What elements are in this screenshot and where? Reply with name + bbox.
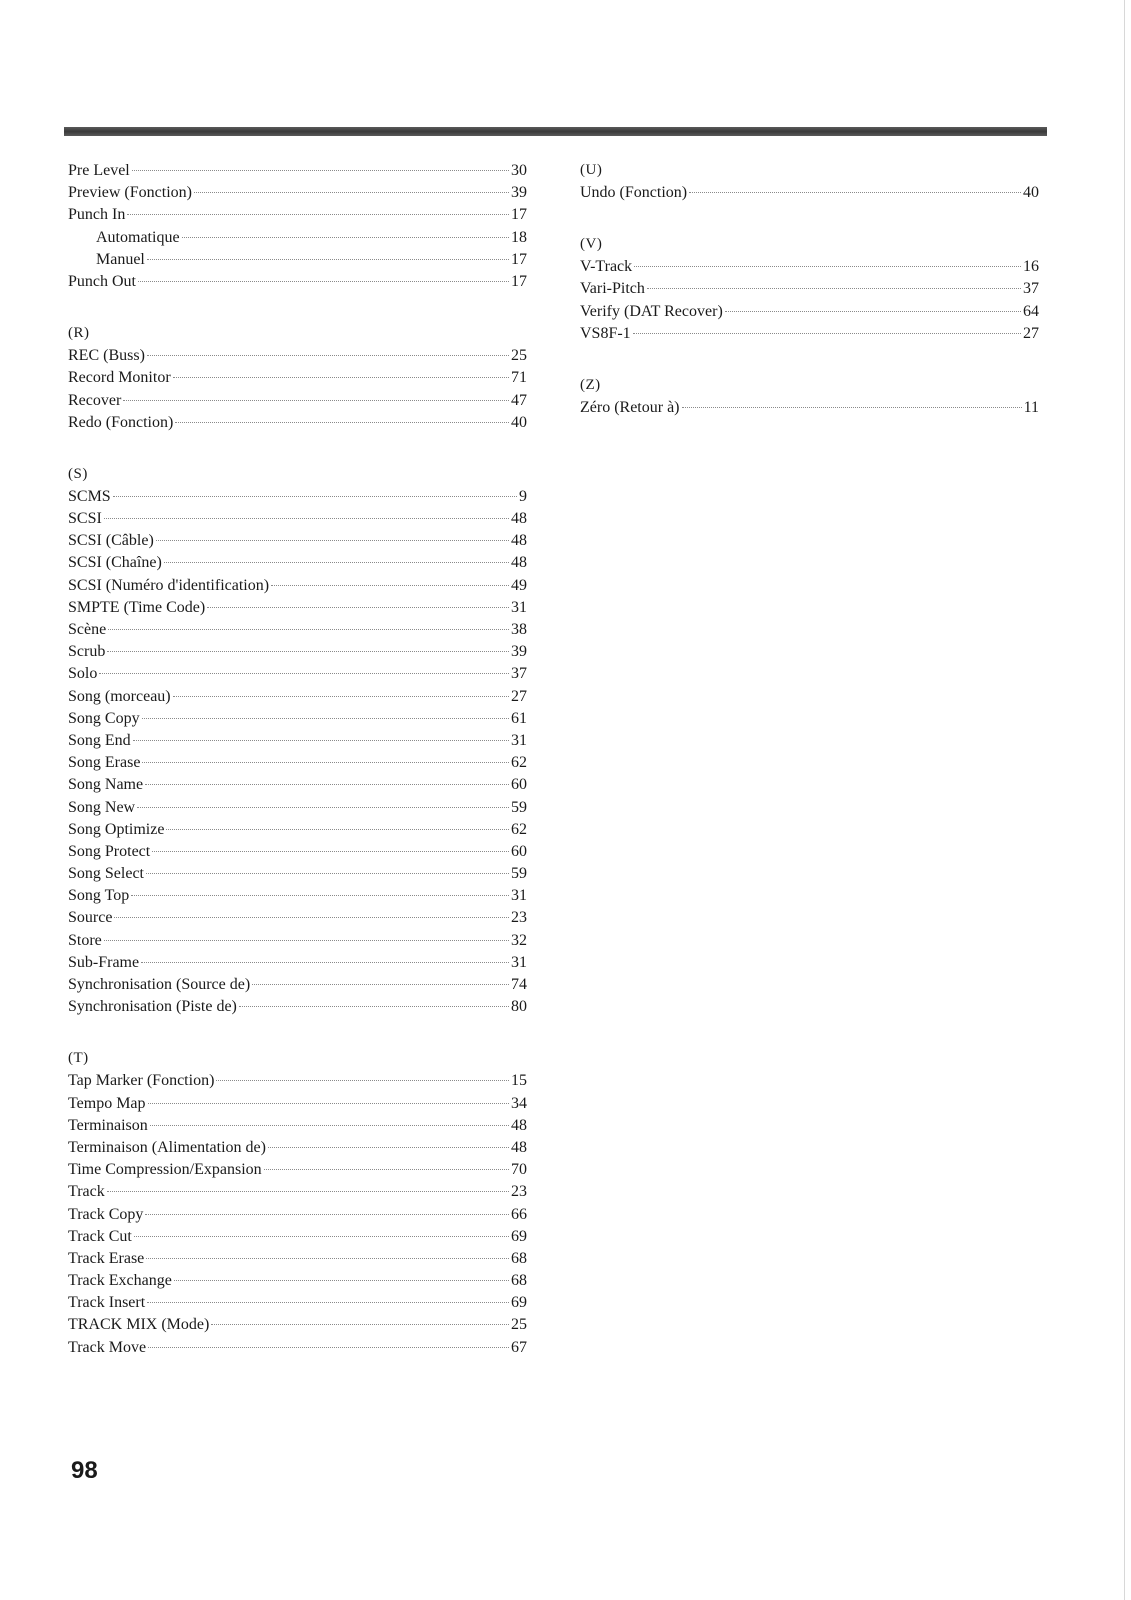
entry-label: Recover: [68, 391, 122, 409]
entry-label: Verify (DAT Recover): [580, 302, 723, 320]
entry-label: Tap Marker (Fonction): [68, 1072, 215, 1090]
entry-page-number: 31: [511, 598, 527, 616]
index-entry: [68, 841, 527, 863]
index-entry: [580, 301, 1039, 323]
dot-leader: [264, 1169, 509, 1170]
dot-leader: [239, 1006, 509, 1007]
entry-label: Song Optimize: [68, 820, 165, 838]
section-letter: (R): [68, 325, 90, 342]
index-entry: [68, 486, 527, 508]
entry-page-number: 18: [511, 228, 527, 246]
entry-label: Tempo Map: [68, 1094, 146, 1112]
entry-page-number: 39: [511, 184, 527, 202]
entry-label: Scène: [68, 621, 107, 638]
index-entry: [68, 227, 527, 249]
entry-page-number: 31: [511, 887, 527, 905]
index-section: [580, 160, 1039, 204]
entry-page-number: 27: [1023, 324, 1039, 342]
dot-leader: [138, 281, 509, 282]
dot-leader: [113, 496, 517, 497]
dot-leader: [99, 673, 509, 674]
dot-leader: [146, 873, 509, 874]
entry-page-number: 23: [511, 1183, 527, 1201]
dot-leader: [271, 585, 509, 586]
index-entry: [580, 397, 1039, 419]
entry-label: Song Top: [68, 887, 130, 905]
dot-leader: [148, 1347, 509, 1348]
scan-edge-line: [1124, 0, 1125, 1600]
entry-page-number: 32: [511, 931, 527, 949]
entry-page-number: 64: [1023, 302, 1039, 320]
dot-leader: [150, 1125, 509, 1126]
dot-leader: [689, 192, 1021, 193]
section-letter: (T): [68, 1050, 89, 1067]
entry-label: V-Track: [580, 258, 633, 276]
entry-label: Track: [68, 1183, 105, 1201]
dot-leader: [104, 940, 509, 941]
entry-page-number: 39: [511, 643, 527, 661]
dot-leader: [252, 984, 509, 985]
dot-leader: [127, 214, 509, 215]
dot-leader: [725, 311, 1021, 312]
entry-page-number: 40: [1023, 184, 1039, 201]
dot-leader: [682, 407, 1022, 408]
dot-leader: [114, 917, 509, 918]
index-entry: [68, 575, 527, 597]
index-entry: [68, 730, 527, 752]
entry-label: Pre Level: [68, 162, 130, 179]
dot-leader: [207, 607, 509, 608]
dot-leader: [107, 1191, 509, 1192]
entry-page-number: 37: [511, 665, 527, 683]
entry-label: Manuel: [96, 250, 145, 268]
entry-label: Song End: [68, 731, 131, 749]
entry-label: Terminaison: [68, 1116, 148, 1134]
entry-page-number: 17: [511, 250, 527, 268]
index-entry: [68, 182, 527, 204]
entry-label: Song (morceau): [68, 687, 171, 705]
index-entry: [68, 1292, 527, 1314]
entry-label: Preview (Fonction): [68, 184, 192, 202]
index-entry: [68, 367, 527, 389]
entry-label: Song New: [68, 798, 136, 816]
section-letter: (U): [580, 162, 603, 178]
index-entry: [68, 204, 527, 226]
dot-leader: [137, 807, 509, 808]
dot-leader: [146, 1258, 509, 1259]
entry-label: SMPTE (Time Code): [68, 598, 206, 616]
dot-leader: [152, 851, 509, 852]
entry-label: Song Protect: [68, 842, 151, 860]
entry-label: Vari-Pitch: [580, 280, 645, 298]
entry-page-number: 31: [511, 953, 527, 971]
dot-leader: [173, 696, 509, 697]
index-entry: [68, 597, 527, 619]
section-letter: (Z): [580, 376, 601, 393]
index-entry: [68, 1093, 527, 1115]
index-entry: [68, 552, 527, 574]
dot-leader: [647, 288, 1021, 289]
entry-label: Terminaison (Alimentation de): [68, 1138, 266, 1156]
entry-label: Redo (Fonction): [68, 413, 174, 431]
entry-page-number: 60: [511, 842, 527, 860]
dot-leader: [133, 740, 509, 741]
index-entry: [68, 1248, 527, 1270]
entry-page-number: 25: [511, 1316, 527, 1334]
entry-label: Track Cut: [68, 1227, 132, 1245]
entry-page-number: 48: [511, 532, 527, 550]
entry-page-number: 40: [511, 413, 527, 431]
entry-label: Punch Out: [68, 272, 136, 290]
dot-leader: [147, 259, 509, 260]
index-section: [68, 160, 527, 293]
index-entry: [68, 1137, 527, 1159]
index-entry: [68, 819, 527, 841]
dot-leader: [194, 192, 509, 193]
entry-page-number: 59: [511, 865, 527, 883]
dot-leader: [166, 829, 509, 830]
index-entry: [68, 412, 527, 434]
dot-leader: [145, 1214, 509, 1215]
index-entry: [68, 686, 527, 708]
entry-page-number: 27: [511, 687, 527, 705]
index-entry: [68, 996, 527, 1018]
entry-page-number: 23: [511, 909, 527, 927]
entry-label: Record Monitor: [68, 369, 171, 387]
dot-leader: [107, 651, 509, 652]
page-number: 98: [71, 1457, 98, 1484]
dot-leader: [633, 333, 1021, 334]
entry-label: Song Copy: [68, 709, 140, 727]
entry-page-number: 49: [511, 576, 527, 594]
entry-page-number: 74: [511, 976, 527, 993]
entry-page-number: 59: [511, 798, 527, 816]
entry-page-number: 80: [511, 998, 527, 1016]
index-entry: [68, 345, 527, 367]
entry-label: REC (Buss): [68, 347, 145, 365]
entry-page-number: 69: [511, 1294, 527, 1312]
index-section: [68, 464, 527, 1019]
index-section: [580, 375, 1039, 419]
dot-leader: [148, 1103, 509, 1104]
entry-label: Solo: [68, 665, 98, 683]
entry-label: Source: [68, 909, 113, 927]
entry-page-number: 67: [511, 1338, 527, 1356]
index-entry: [68, 663, 527, 685]
index-entry: [580, 323, 1039, 345]
dot-leader: [175, 422, 509, 423]
index-entry: [68, 249, 527, 271]
dot-leader: [104, 518, 509, 519]
index-entry: [68, 160, 527, 182]
entry-page-number: 9: [519, 487, 527, 505]
index-section: [68, 1048, 527, 1358]
entry-label: TRACK MIX (Mode): [68, 1316, 210, 1334]
dot-leader: [216, 1080, 509, 1081]
dot-leader: [156, 540, 509, 541]
index-entry: [68, 619, 527, 641]
index-entry: [580, 182, 1039, 204]
index-entry: [68, 930, 527, 952]
entry-page-number: 17: [511, 206, 527, 224]
entry-label: Automatique: [96, 228, 180, 246]
dot-leader: [182, 237, 509, 238]
index-entry: [68, 390, 527, 412]
index-entry: [68, 974, 527, 996]
index-section: [68, 323, 527, 434]
entry-label: Track Copy: [68, 1205, 144, 1223]
entry-label: Song Name: [68, 776, 144, 794]
index-entry: [68, 774, 527, 796]
dot-leader: [174, 1280, 509, 1281]
entry-page-number: 34: [511, 1094, 527, 1112]
index-section: [580, 234, 1039, 345]
index-entry: [68, 1314, 527, 1336]
index-entry: [68, 1204, 527, 1226]
index-entry: [68, 797, 527, 819]
dot-leader: [131, 895, 509, 896]
index-entry: [68, 641, 527, 663]
entry-label: SCSI (Câble): [68, 532, 154, 550]
section-letter: (V): [580, 236, 603, 253]
dot-leader: [147, 1302, 509, 1303]
dot-leader: [145, 784, 509, 785]
index-entry: [580, 278, 1039, 300]
entry-label: Scrub: [68, 643, 106, 661]
entry-label: Track Insert: [68, 1294, 146, 1312]
entry-page-number: 68: [511, 1272, 527, 1290]
entry-label: SCSI: [68, 510, 102, 528]
entry-page-number: 37: [1023, 280, 1039, 298]
entry-page-number: 62: [511, 820, 527, 838]
index-entry: [68, 1159, 527, 1181]
dot-leader: [268, 1147, 509, 1148]
entry-page-number: 48: [511, 1116, 527, 1134]
dot-leader: [211, 1324, 509, 1325]
entry-label: Punch In: [68, 206, 126, 224]
entry-label: SCSI (Chaîne): [68, 554, 162, 572]
entry-label: Time Compression/Expansion: [68, 1161, 262, 1179]
entry-label: Song Select: [68, 865, 144, 883]
entry-label: SCMS: [68, 487, 111, 505]
entry-label: Synchronisation (Piste de): [68, 998, 237, 1016]
entry-page-number: 68: [511, 1249, 527, 1267]
entry-page-number: 16: [1023, 258, 1039, 276]
entry-page-number: 30: [511, 162, 527, 179]
index-entry: [68, 1115, 527, 1137]
entry-label: Sub-Frame: [68, 953, 140, 971]
header-rule: [64, 127, 1047, 136]
entry-label: Undo (Fonction): [580, 184, 688, 201]
index-entry: [68, 530, 527, 552]
entry-label: Store: [68, 931, 102, 949]
dot-leader: [132, 170, 509, 171]
dot-leader: [134, 1236, 509, 1237]
entry-page-number: 47: [511, 391, 527, 409]
index-entry: [68, 907, 527, 929]
dot-leader: [164, 562, 509, 563]
index-column-left: [68, 160, 527, 1389]
index-entry: [68, 508, 527, 530]
entry-label: Track Move: [68, 1338, 147, 1356]
entry-page-number: 61: [511, 709, 527, 727]
entry-label: SCSI (Numéro d'identification): [68, 576, 270, 594]
index-entry: [68, 952, 527, 974]
entry-page-number: 69: [511, 1227, 527, 1245]
index-entry: [580, 256, 1039, 278]
index-entry: [68, 863, 527, 885]
dot-leader: [108, 629, 509, 630]
entry-label: VS8F-1: [580, 324, 631, 342]
index-column-right: [580, 160, 1039, 449]
entry-page-number: 48: [511, 554, 527, 572]
index-entry: [68, 1337, 527, 1359]
index-entry: [68, 752, 527, 774]
entry-page-number: 60: [511, 776, 527, 794]
entry-label: Track Erase: [68, 1249, 145, 1267]
dot-leader: [141, 962, 509, 963]
index-entry: [68, 885, 527, 907]
entry-page-number: 70: [511, 1161, 527, 1179]
dot-leader: [634, 266, 1021, 267]
entry-page-number: 66: [511, 1205, 527, 1223]
entry-page-number: 11: [1023, 398, 1039, 416]
index-entry: [68, 1070, 527, 1092]
entry-label: Zéro (Retour à): [580, 398, 680, 416]
dot-leader: [173, 377, 509, 378]
entry-page-number: 15: [511, 1072, 527, 1090]
entry-page-number: 71: [511, 369, 527, 387]
index-entry: [68, 1226, 527, 1248]
index-entry: [68, 1181, 527, 1203]
entry-page-number: 31: [511, 731, 527, 749]
dot-leader: [123, 400, 509, 401]
section-letter: (S): [68, 465, 88, 482]
dot-leader: [147, 355, 509, 356]
entry-label: Song Erase: [68, 754, 141, 772]
entry-page-number: 25: [511, 347, 527, 365]
dot-leader: [142, 762, 509, 763]
entry-label: Track Exchange: [68, 1272, 172, 1290]
entry-page-number: 38: [511, 621, 527, 638]
entry-page-number: 17: [511, 272, 527, 290]
entry-label: Synchronisation (Source de): [68, 976, 251, 993]
index-entry: [68, 271, 527, 293]
entry-page-number: 48: [511, 1138, 527, 1156]
entry-page-number: 48: [511, 510, 527, 528]
index-entry: [68, 708, 527, 730]
entry-page-number: 62: [511, 754, 527, 772]
dot-leader: [142, 718, 509, 719]
index-entry: [68, 1270, 527, 1292]
